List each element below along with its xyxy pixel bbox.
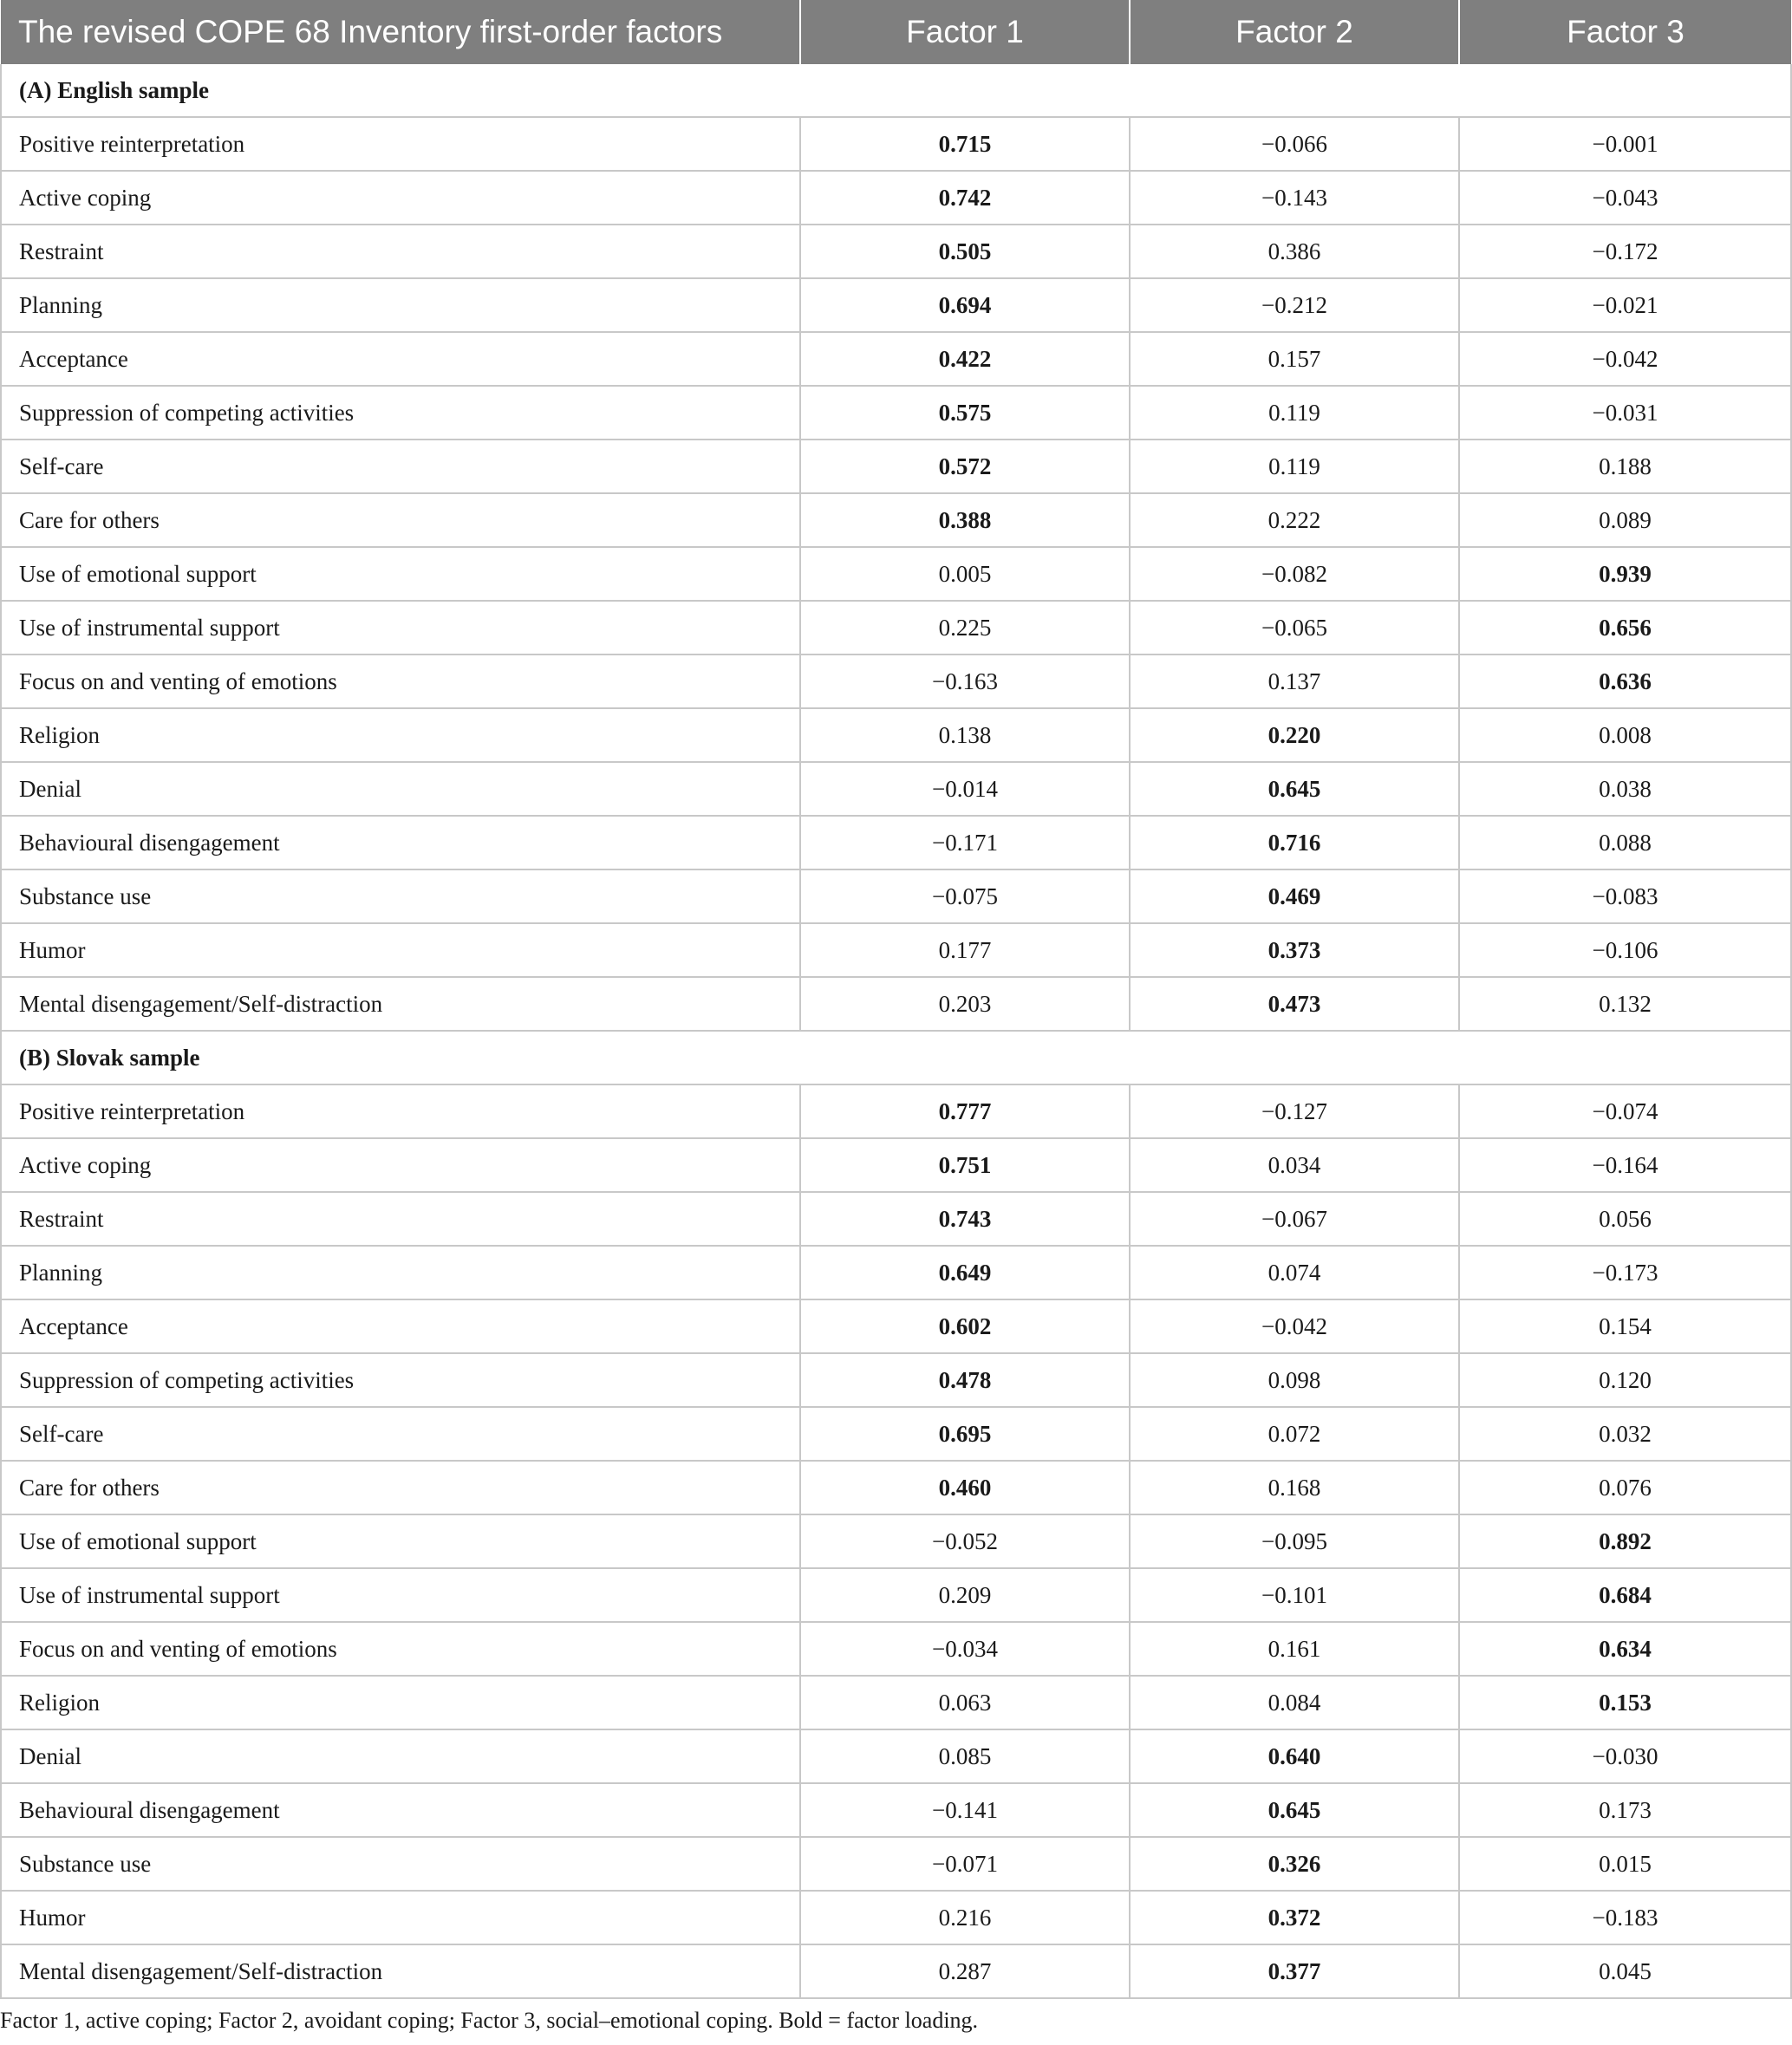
table-footnote: Factor 1, active coping; Factor 2, avoidant coping; Factor 3, social–emotional coping. Bold = factor loading. bbox=[0, 2008, 979, 2033]
row-label: Positive reinterpretation bbox=[1, 1084, 800, 1138]
factor-2-value: −0.101 bbox=[1130, 1568, 1459, 1622]
factor-1-value: 0.287 bbox=[800, 1944, 1130, 1998]
table-row bbox=[1, 869, 1791, 923]
row-label: Substance use bbox=[1, 1837, 800, 1891]
table-row bbox=[1, 1514, 1791, 1568]
factor-1-value: 0.177 bbox=[800, 923, 1130, 977]
factor-3-value: 0.188 bbox=[1459, 440, 1791, 493]
table-row bbox=[1, 440, 1791, 493]
factor-3-value: 0.008 bbox=[1459, 708, 1791, 762]
table-row bbox=[1, 1891, 1791, 1944]
row-label: Active coping bbox=[1, 171, 800, 225]
factor-1-value: 0.422 bbox=[800, 332, 1130, 386]
table-row bbox=[1, 1246, 1791, 1299]
factor-3-value: −0.083 bbox=[1459, 869, 1791, 923]
table-row bbox=[1, 977, 1791, 1031]
factor-2-value: −0.067 bbox=[1130, 1192, 1459, 1246]
table-row bbox=[1, 1407, 1791, 1461]
table-row bbox=[1, 816, 1791, 869]
row-label: Positive reinterpretation bbox=[1, 117, 800, 171]
factor-2-value: 0.119 bbox=[1130, 386, 1459, 440]
table-body bbox=[1, 64, 1791, 1998]
table-row bbox=[1, 1192, 1791, 1246]
row-label: Care for others bbox=[1, 493, 800, 547]
factor-3-value: 0.656 bbox=[1459, 601, 1791, 655]
factor-3-value: −0.106 bbox=[1459, 923, 1791, 977]
factor-1-value: 0.742 bbox=[800, 171, 1130, 225]
factor-2-value: 0.220 bbox=[1130, 708, 1459, 762]
table-row bbox=[1, 923, 1791, 977]
factor-1-value: 0.388 bbox=[800, 493, 1130, 547]
factor-1-value: 0.743 bbox=[800, 1192, 1130, 1246]
factor-2-value: 0.074 bbox=[1130, 1246, 1459, 1299]
factor-1-value: 0.602 bbox=[800, 1299, 1130, 1353]
section-title: (B) Slovak sample bbox=[1, 1031, 1791, 1084]
factor-3-value: −0.074 bbox=[1459, 1084, 1791, 1138]
table-row bbox=[1, 1729, 1791, 1783]
row-label: Care for others bbox=[1, 1461, 800, 1514]
factor-2-value: 0.168 bbox=[1130, 1461, 1459, 1514]
factor-2-value: 0.084 bbox=[1130, 1676, 1459, 1729]
table-row bbox=[1, 171, 1791, 225]
factor-1-value: 0.649 bbox=[800, 1246, 1130, 1299]
table-row bbox=[1, 332, 1791, 386]
row-label: Behavioural disengagement bbox=[1, 816, 800, 869]
factor-2-value: 0.157 bbox=[1130, 332, 1459, 386]
factor-1-value: 0.063 bbox=[800, 1676, 1130, 1729]
factor-3-value: 0.038 bbox=[1459, 762, 1791, 816]
row-label: Planning bbox=[1, 1246, 800, 1299]
factor-1-value: −0.171 bbox=[800, 816, 1130, 869]
table-row bbox=[1, 655, 1791, 708]
row-label: Humor bbox=[1, 1891, 800, 1944]
section-row bbox=[1, 64, 1791, 117]
factor-3-value: −0.030 bbox=[1459, 1729, 1791, 1783]
table-row bbox=[1, 1353, 1791, 1407]
header-cell-factor-2: Factor 2 bbox=[1130, 0, 1459, 64]
factor-3-value: 0.684 bbox=[1459, 1568, 1791, 1622]
factor-2-value: 0.473 bbox=[1130, 977, 1459, 1031]
factor-2-value: 0.222 bbox=[1130, 493, 1459, 547]
table-row bbox=[1, 1299, 1791, 1353]
factor-1-value: 0.505 bbox=[800, 225, 1130, 278]
factor-2-value: 0.640 bbox=[1130, 1729, 1459, 1783]
factor-1-value: −0.014 bbox=[800, 762, 1130, 816]
factor-1-value: 0.216 bbox=[800, 1891, 1130, 1944]
header-cell-factor-3: Factor 3 bbox=[1459, 0, 1791, 64]
factor-3-value: 0.120 bbox=[1459, 1353, 1791, 1407]
row-label: Restraint bbox=[1, 1192, 800, 1246]
factor-1-value: 0.715 bbox=[800, 117, 1130, 171]
table-row bbox=[1, 117, 1791, 171]
factor-3-value: 0.153 bbox=[1459, 1676, 1791, 1729]
row-label: Suppression of competing activities bbox=[1, 386, 800, 440]
factor-3-value: 0.173 bbox=[1459, 1783, 1791, 1837]
factor-1-value: 0.005 bbox=[800, 547, 1130, 601]
factor-3-value: 0.076 bbox=[1459, 1461, 1791, 1514]
row-label: Use of emotional support bbox=[1, 547, 800, 601]
factor-1-value: 0.203 bbox=[800, 977, 1130, 1031]
table-row bbox=[1, 601, 1791, 655]
factor-3-value: −0.001 bbox=[1459, 117, 1791, 171]
row-label: Use of instrumental support bbox=[1, 601, 800, 655]
factor-3-value: 0.132 bbox=[1459, 977, 1791, 1031]
factor-2-value: 0.716 bbox=[1130, 816, 1459, 869]
factor-3-value: 0.634 bbox=[1459, 1622, 1791, 1676]
factor-1-value: 0.575 bbox=[800, 386, 1130, 440]
factor-2-value: −0.143 bbox=[1130, 171, 1459, 225]
factor-2-value: 0.119 bbox=[1130, 440, 1459, 493]
factor-2-value: 0.645 bbox=[1130, 762, 1459, 816]
factor-1-value: 0.460 bbox=[800, 1461, 1130, 1514]
row-label: Denial bbox=[1, 762, 800, 816]
section-title: (A) English sample bbox=[1, 64, 1791, 117]
factor-2-value: 0.377 bbox=[1130, 1944, 1459, 1998]
factor-1-value: 0.694 bbox=[800, 278, 1130, 332]
row-label: Acceptance bbox=[1, 1299, 800, 1353]
table-row bbox=[1, 1138, 1791, 1192]
row-label: Humor bbox=[1, 923, 800, 977]
factor-3-value: 0.089 bbox=[1459, 493, 1791, 547]
factor-3-value: 0.088 bbox=[1459, 816, 1791, 869]
factor-2-value: 0.161 bbox=[1130, 1622, 1459, 1676]
row-label: Focus on and venting of emotions bbox=[1, 655, 800, 708]
row-label: Use of emotional support bbox=[1, 1514, 800, 1568]
factor-2-value: 0.072 bbox=[1130, 1407, 1459, 1461]
factor-2-value: −0.065 bbox=[1130, 601, 1459, 655]
factor-2-value: −0.127 bbox=[1130, 1084, 1459, 1138]
factor-1-value: 0.209 bbox=[800, 1568, 1130, 1622]
factor-1-value: −0.052 bbox=[800, 1514, 1130, 1568]
factor-2-value: −0.042 bbox=[1130, 1299, 1459, 1353]
factor-3-value: 0.154 bbox=[1459, 1299, 1791, 1353]
table-row bbox=[1, 1783, 1791, 1837]
factor-3-value: 0.015 bbox=[1459, 1837, 1791, 1891]
factor-1-value: 0.478 bbox=[800, 1353, 1130, 1407]
factor-3-value: −0.021 bbox=[1459, 278, 1791, 332]
row-label: Religion bbox=[1, 1676, 800, 1729]
factor-3-value: 0.056 bbox=[1459, 1192, 1791, 1246]
table-row bbox=[1, 547, 1791, 601]
row-label: Use of instrumental support bbox=[1, 1568, 800, 1622]
factor-1-value: −0.075 bbox=[800, 869, 1130, 923]
row-label: Self-care bbox=[1, 440, 800, 493]
row-label: Active coping bbox=[1, 1138, 800, 1192]
factor-2-value: −0.212 bbox=[1130, 278, 1459, 332]
table-row bbox=[1, 225, 1791, 278]
header-row bbox=[1, 0, 1791, 64]
factor-2-value: −0.066 bbox=[1130, 117, 1459, 171]
factor-1-value: −0.163 bbox=[800, 655, 1130, 708]
factor-3-value: 0.045 bbox=[1459, 1944, 1791, 1998]
factor-1-value: 0.777 bbox=[800, 1084, 1130, 1138]
factor-3-value: 0.892 bbox=[1459, 1514, 1791, 1568]
row-label: Suppression of competing activities bbox=[1, 1353, 800, 1407]
table-row bbox=[1, 1461, 1791, 1514]
factor-3-value: −0.164 bbox=[1459, 1138, 1791, 1192]
factor-2-value: 0.137 bbox=[1130, 655, 1459, 708]
factor-3-value: −0.173 bbox=[1459, 1246, 1791, 1299]
factor-1-value: 0.572 bbox=[800, 440, 1130, 493]
table-row bbox=[1, 708, 1791, 762]
factor-3-value: 0.636 bbox=[1459, 655, 1791, 708]
table-row bbox=[1, 278, 1791, 332]
factor-1-value: 0.138 bbox=[800, 708, 1130, 762]
row-label: Mental disengagement/Self-distraction bbox=[1, 977, 800, 1031]
factor-2-value: 0.373 bbox=[1130, 923, 1459, 977]
factor-3-value: −0.031 bbox=[1459, 386, 1791, 440]
table-row bbox=[1, 1622, 1791, 1676]
factor-1-value: 0.225 bbox=[800, 601, 1130, 655]
header-cell-factor-1: Factor 1 bbox=[800, 0, 1130, 64]
factor-1-value: −0.034 bbox=[800, 1622, 1130, 1676]
row-label: Focus on and venting of emotions bbox=[1, 1622, 800, 1676]
section-row bbox=[1, 1031, 1791, 1084]
table-row bbox=[1, 493, 1791, 547]
factor-3-value: 0.032 bbox=[1459, 1407, 1791, 1461]
factor-1-value: −0.071 bbox=[800, 1837, 1130, 1891]
factor-1-value: 0.085 bbox=[800, 1729, 1130, 1783]
row-label: Acceptance bbox=[1, 332, 800, 386]
factor-3-value: −0.172 bbox=[1459, 225, 1791, 278]
row-label: Religion bbox=[1, 708, 800, 762]
factor-2-value: 0.645 bbox=[1130, 1783, 1459, 1837]
factor-3-value: −0.042 bbox=[1459, 332, 1791, 386]
table-row bbox=[1, 1944, 1791, 1998]
table-row bbox=[1, 1837, 1791, 1891]
row-label: Substance use bbox=[1, 869, 800, 923]
factor-3-value: −0.043 bbox=[1459, 171, 1791, 225]
factor-2-value: −0.082 bbox=[1130, 547, 1459, 601]
factor-1-value: 0.751 bbox=[800, 1138, 1130, 1192]
table-row bbox=[1, 386, 1791, 440]
factor-2-value: 0.098 bbox=[1130, 1353, 1459, 1407]
row-label: Restraint bbox=[1, 225, 800, 278]
row-label: Mental disengagement/Self-distraction bbox=[1, 1944, 800, 1998]
row-label: Planning bbox=[1, 278, 800, 332]
factor-3-value: 0.939 bbox=[1459, 547, 1791, 601]
table-row bbox=[1, 1568, 1791, 1622]
factor-2-value: 0.326 bbox=[1130, 1837, 1459, 1891]
factor-3-value: −0.183 bbox=[1459, 1891, 1791, 1944]
table-row bbox=[1, 762, 1791, 816]
factor-1-value: 0.695 bbox=[800, 1407, 1130, 1461]
table-row bbox=[1, 1676, 1791, 1729]
factor-2-value: 0.034 bbox=[1130, 1138, 1459, 1192]
table-row bbox=[1, 1084, 1791, 1138]
factor-2-value: 0.386 bbox=[1130, 225, 1459, 278]
row-label: Denial bbox=[1, 1729, 800, 1783]
factor-2-value: −0.095 bbox=[1130, 1514, 1459, 1568]
factor-1-value: −0.141 bbox=[800, 1783, 1130, 1837]
row-label: Behavioural disengagement bbox=[1, 1783, 800, 1837]
factor-2-value: 0.469 bbox=[1130, 869, 1459, 923]
row-label: Self-care bbox=[1, 1407, 800, 1461]
header-cell-measure: The revised COPE 68 Inventory first-order factors bbox=[1, 0, 800, 64]
factor-2-value: 0.372 bbox=[1130, 1891, 1459, 1944]
